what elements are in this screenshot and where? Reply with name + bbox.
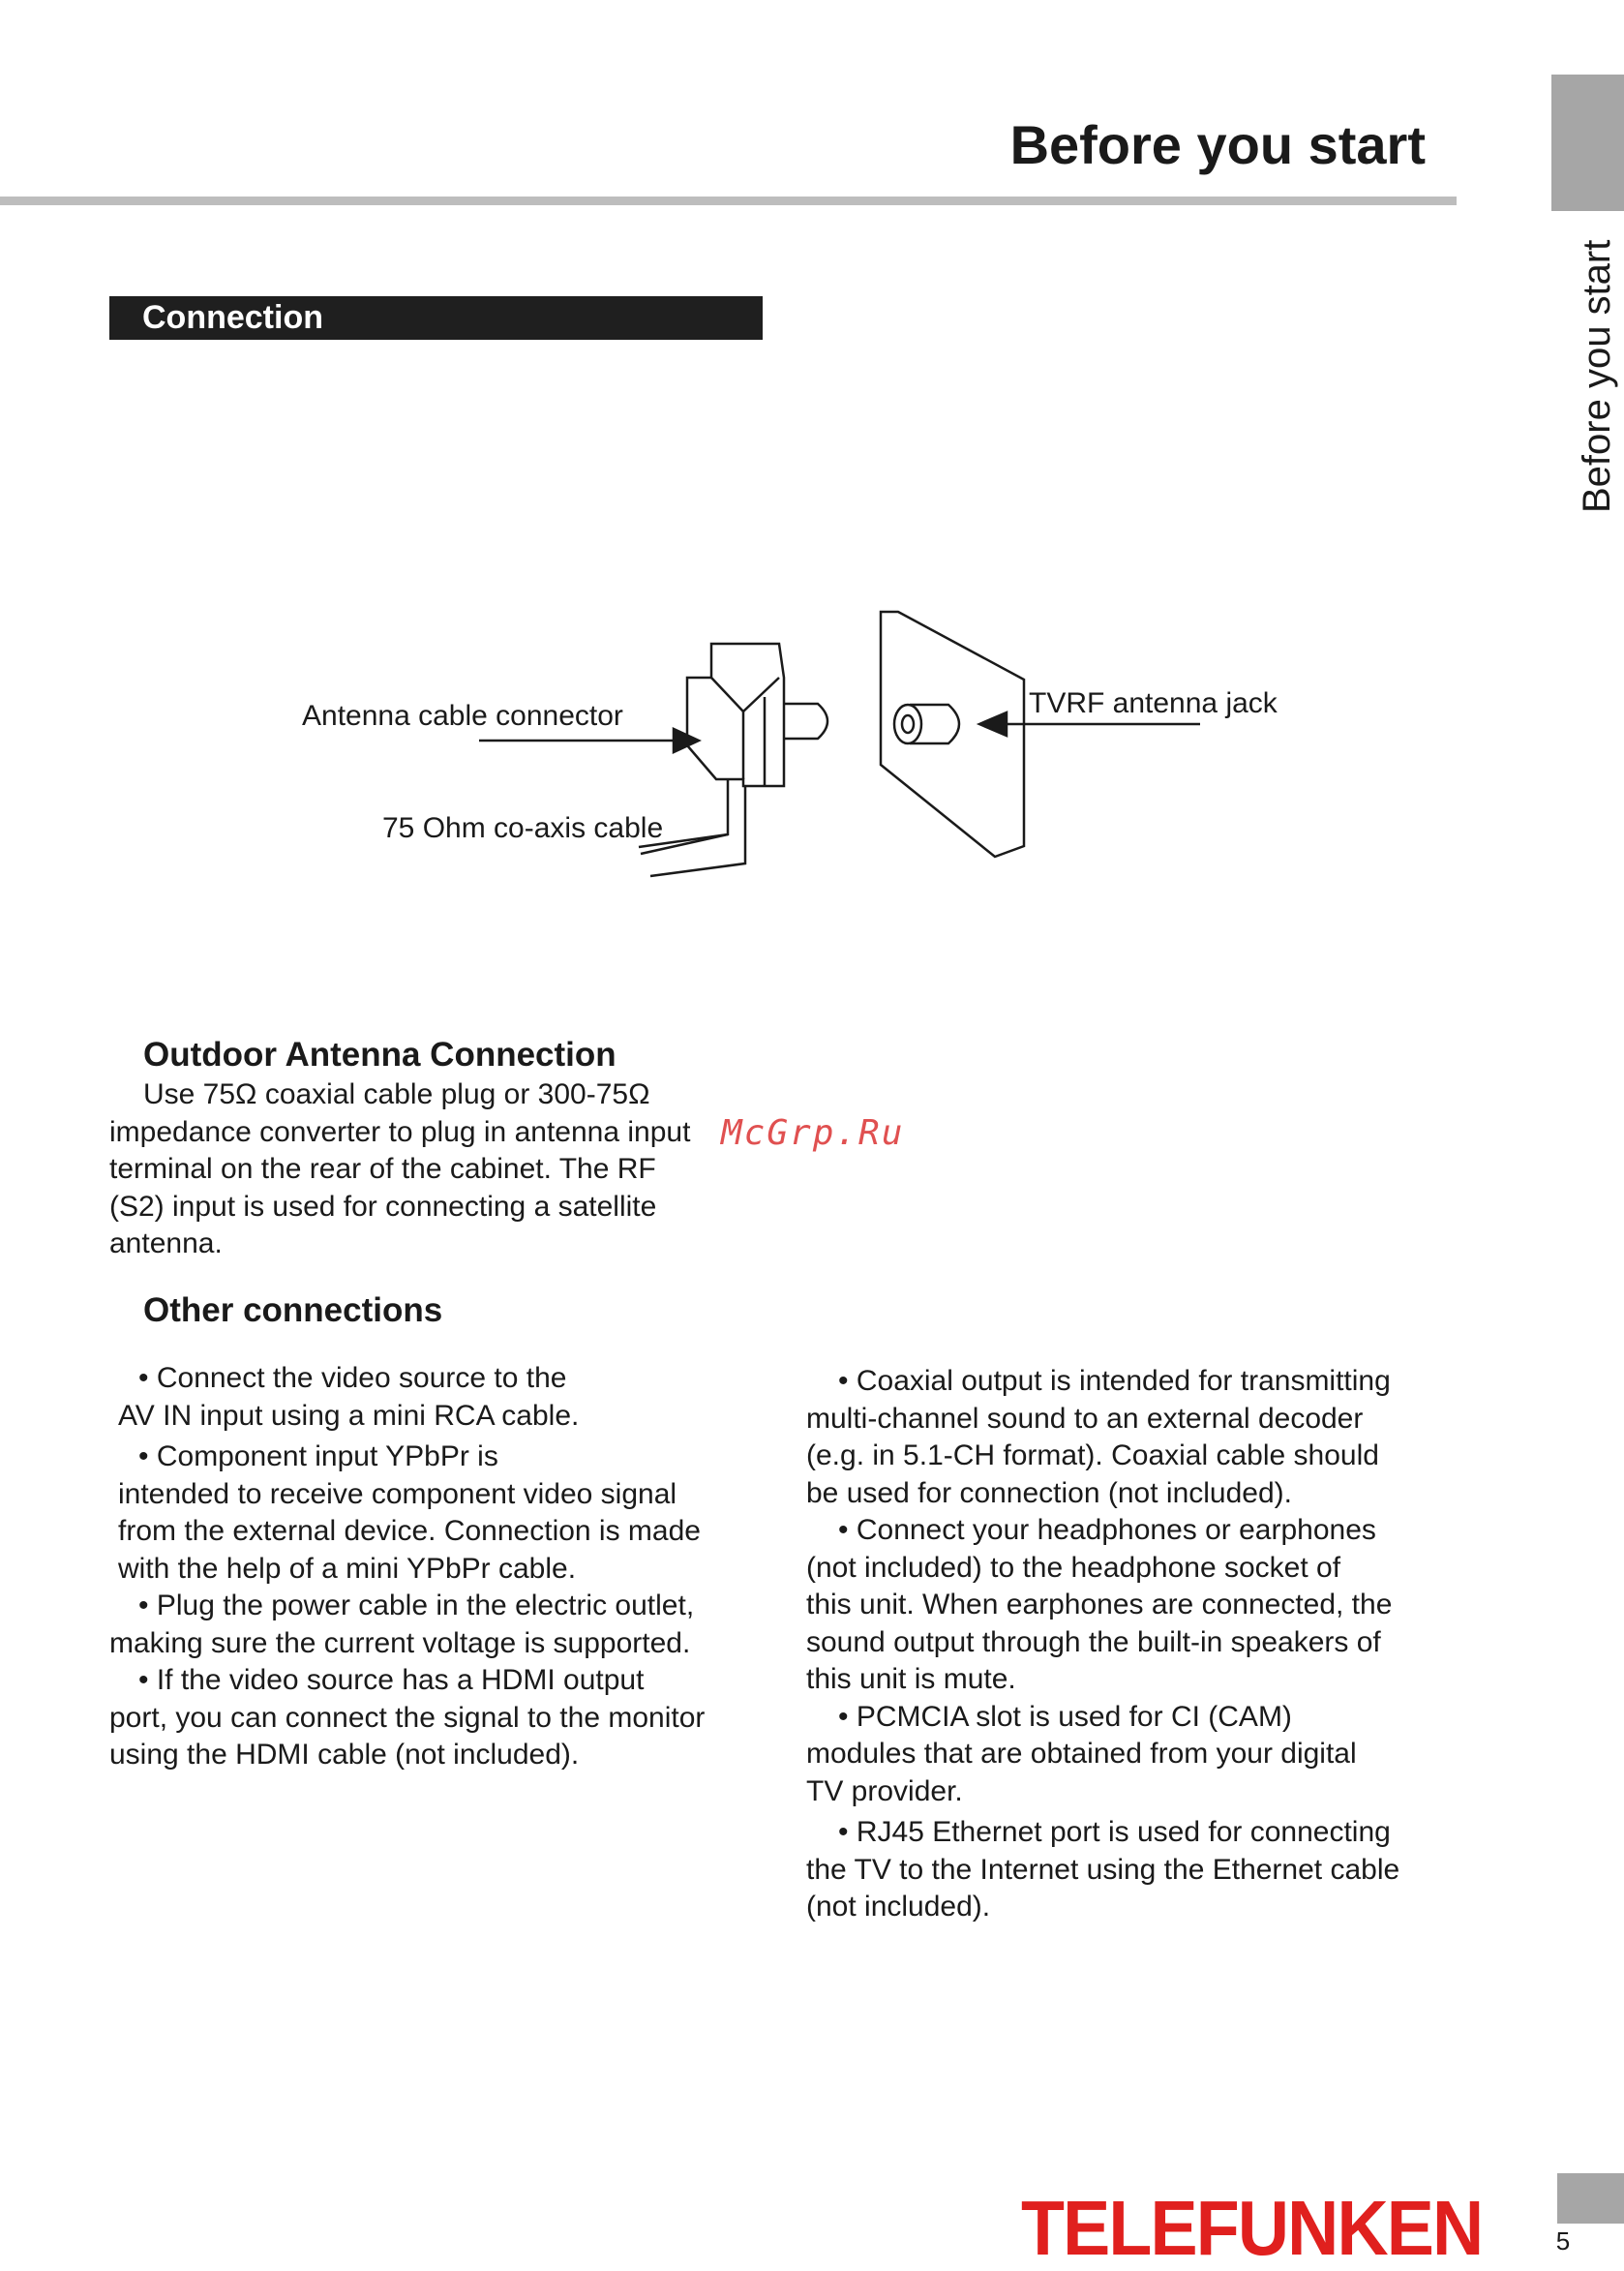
text-line: be used for connection (not included). [806, 1476, 1292, 1509]
text-line: sound output through the built-in speakers of [806, 1625, 1381, 1658]
text-line: multi-channel sound to an external decoder [806, 1402, 1364, 1435]
section-title-bar: Connection [109, 296, 763, 340]
outdoor-antenna-heading: Outdoor Antenna Connection [143, 1036, 617, 1074]
text-line: port, you can connect the signal to the monitor [109, 1701, 706, 1734]
text-line: (e.g. in 5.1-CH format). Coaxial cable should [806, 1439, 1379, 1471]
text-line: (not included) to the headphone socket of [806, 1551, 1341, 1584]
text-line: (not included). [806, 1891, 991, 1923]
page-number: 5 [1555, 2226, 1571, 2256]
text-line: with the help of a mini YPbPr cable. [118, 1552, 577, 1585]
text-line: (S2) input is used for connecting a satellite [109, 1190, 657, 1223]
text-line: AV IN input using a mini RCA cable. [118, 1399, 580, 1432]
list-item: • Connect the video source to the [138, 1362, 567, 1394]
watermark: McGrp.Ru [721, 1113, 905, 1153]
label-coaxial-cable: 75 Ohm co-axis cable [382, 812, 664, 844]
antenna-connection-diagram [0, 581, 1355, 900]
side-tab-marker [1551, 75, 1624, 211]
text-line: antenna. [109, 1227, 223, 1259]
text-line: the TV to the Internet using the Ethernet cable [806, 1853, 1400, 1886]
text-line: from the external device. Connection is made [118, 1515, 701, 1547]
title-divider [0, 197, 1457, 205]
telefunken-logo: TELEFUNKEN [1021, 2185, 1483, 2271]
list-item: • Coaxial output is intended for transmitting [838, 1365, 1391, 1397]
left-column-list [109, 1360, 767, 1774]
label-antenna-cable-connector: Antenna cable connector [302, 700, 623, 732]
text-line: intended to receive component video signal [118, 1477, 677, 1510]
side-tab-label: Before you start [1576, 239, 1618, 513]
text-line: this unit. When earphones are connected, the [806, 1589, 1393, 1620]
text-line: TV provider. [806, 1774, 963, 1807]
list-item: • If the video source has a HDMI output [138, 1664, 645, 1696]
label-tvrf-antenna-jack: TVRF antenna jack [1029, 687, 1278, 719]
text-line: Use 75Ω coaxial cable plug or 300-75Ω [143, 1078, 650, 1110]
outdoor-antenna-text [109, 1076, 767, 1263]
list-item: • RJ45 Ethernet port is used for connecting [838, 1816, 1391, 1848]
list-item: • PCMCIA slot is used for CI (CAM) [838, 1700, 1292, 1733]
text-line: using the HDMI cable (not included). [109, 1739, 580, 1771]
text-line: impedance converter to plug in antenna input [109, 1115, 691, 1148]
list-item: • Component input YPbPr is [138, 1440, 498, 1472]
page-tab-marker [1557, 2173, 1624, 2224]
text-line: modules that are obtained from your digital [806, 1738, 1357, 1770]
page-title: Before you start [1009, 114, 1426, 175]
list-item: • Connect your headphones or earphones [838, 1514, 1376, 1546]
text-line: this unit is mute. [806, 1663, 1016, 1695]
right-column-list [806, 1363, 1464, 1926]
list-item: • Plug the power cable in the electric outlet, [138, 1590, 695, 1621]
antenna-plug-icon [687, 644, 827, 786]
text-line: terminal on the rear of the cabinet. The RF [109, 1153, 656, 1185]
other-connections-heading: Other connections [143, 1291, 443, 1329]
text-line: making sure the current voltage is supported. [109, 1626, 691, 1659]
